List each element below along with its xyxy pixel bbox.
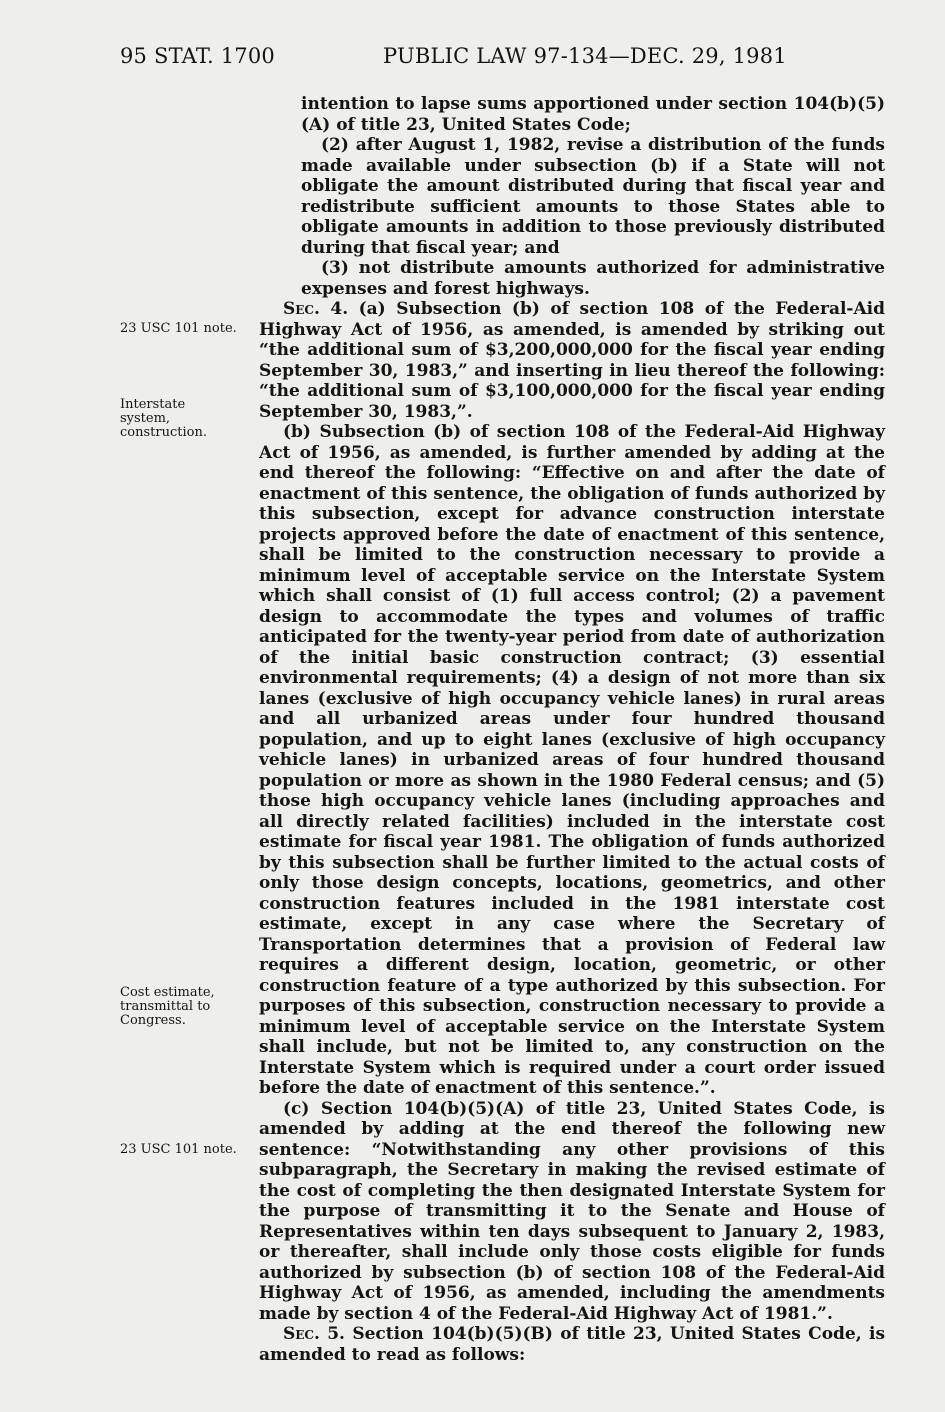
margin-note-cost-estimate — [120, 986, 250, 1028]
section-text: Section 104(b)(5)(B) of title 23, United States Code, is amended to read as follows: — [259, 1324, 886, 1365]
section-label: Sec. 5. — [283, 1324, 345, 1344]
section-text: (a) Subsection (b) of section 108 of the Federal-Aid Highway Act of 1956, as amended, is amended by striking out “the additional sum of $3,200,000,000 for the fiscal year ending September 30, 1983,” and inserting in lieu thereof the following: “the additional sum of $3,100,000,000 for the fiscal year ending September 30, 1983,”. — [259, 299, 886, 422]
margin-note-line: Interstate — [120, 397, 186, 412]
margin-note-interstate — [120, 398, 250, 440]
section-4b: (b) Subsection (b) of section 108 of the Federal-Aid Highway Act of 1956, as amended, is further amended by adding at the end thereof the following: “Effective on and after the date of enactment of this sentence, the obligation of funds authorized by this subsection, except for advance construction interstate projects approved before the date of enactment of this sentence, shall be limited to the construction necessary to provide a minimum level of acceptable service on the Interstate System which shall consist of (1) full access control; (2) a pavement design to accommodate the types and volumes of traffic anticipated for the twenty-year period from date of authorization of the initial basic construction contract; (3) essential environmental requirements; (4) a design of not more than six lanes (exclusive of high occupancy vehicle lanes) in rural areas and all urbanized areas under four hundred thousand population, and up to eight lanes (exclusive of high occupancy vehicle lanes) in urbanized areas of four hundred thousand population or more as shown in the 1980 Federal census; and (5) those high occupancy vehicle lanes (including approaches and all directly related facilities) included in the interstate cost estimate for fiscal year 1981. The obligation of funds authorized by this subsection shall be further limited to the actual costs of only those design concepts, locations, geometrics, and other construction features included in the 1981 interstate cost estimate, except in any case where the Secretary of Transportation determines that a provision of Federal law requires a different design, location, geometric, or other construction feature of a type authorized by this subsection. For purposes of this subsection, construction necessary to provide a minimum level of acceptable service on the Interstate System shall include, but not be limited to, any construction on the Interstate System which is required under a court order issued before the date of enactment of this sentence.”. — [259, 422, 885, 1098]
margin-note-line: construction. — [120, 425, 207, 440]
margin-note-usc-2: 23 USC 101 note. — [120, 1142, 237, 1157]
stat-page-number: 95 STAT. 1700 — [120, 44, 275, 68]
margin-note-line: Congress. — [120, 1013, 186, 1028]
margin-note-usc-1: 23 USC 101 note. — [120, 321, 237, 336]
law-body-text — [259, 94, 885, 1365]
section-5 — [259, 1324, 885, 1365]
law-title-header: PUBLIC LAW 97-134—DEC. 29, 1981 — [383, 44, 787, 68]
paragraph-item-3: (3) not distribute amounts authorized for administrative expenses and forest highways. — [301, 258, 885, 299]
paragraph-continuation: intention to lapse sums apportioned under section 104(b)(5)(A) of title 23, United States Code; — [301, 94, 885, 135]
margin-note-line: Cost estimate, — [120, 985, 215, 1000]
section-4a — [259, 299, 885, 422]
margin-note-line: system, — [120, 411, 171, 426]
section-4c: (c) Section 104(b)(5)(A) of title 23, United States Code, is amended by adding at the end thereof the following new sentence: “Notwithstanding any other provisions of this subparagraph, the Secretary in making the revised estimate of the cost of completing the then designated Interstate System for the purpose of transmitting it to the Senate and House of Representatives within ten days subsequent to January 2, 1983, or thereafter, shall include only those costs eligible for funds authorized by subsection (b) of section 108 of the Federal-Aid Highway Act of 1956, as amended, including the amendments made by section 4 of the Federal-Aid Highway Act of 1981.”. — [259, 1098, 885, 1324]
margin-note-line: transmittal to — [120, 999, 211, 1014]
section-label: Sec. 4. — [283, 299, 349, 319]
paragraph-item-2: (2) after August 1, 1982, revise a distribution of the funds made available under subsection (b) if a State will not obligate the amount distributed during that fiscal year and redistribute sufficient amounts to those States able to obligate amounts in addition to those previously distributed during that fiscal year; and — [301, 135, 885, 258]
